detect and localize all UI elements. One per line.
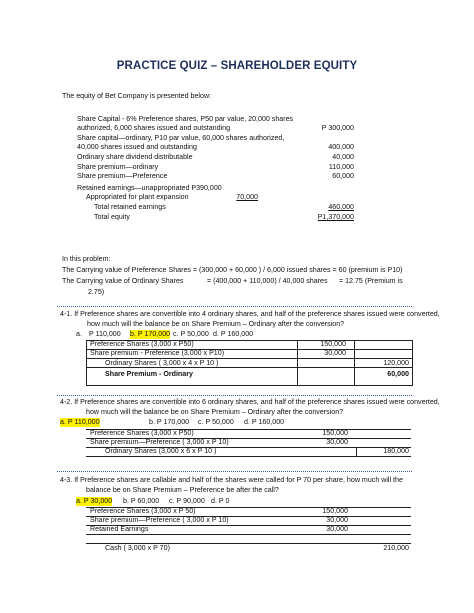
table-row-label: Preference Shares (3,000 x P50)	[90, 429, 194, 437]
credit-cell: 180,000	[383, 447, 409, 455]
option-d[interactable]: d. P 160,000	[213, 330, 254, 338]
equity-value: 40,000	[332, 153, 354, 161]
option-c[interactable]: c. P 50,000	[173, 330, 209, 338]
equity-line: Total retained earnings	[94, 203, 166, 211]
equity-line: Ordinary share dividend distributable	[77, 153, 193, 161]
option-a-answer[interactable]: a. P 110,000	[60, 418, 100, 426]
equity-value: 70,000	[236, 193, 258, 201]
page-title: PRACTICE QUIZ – SHAREHOLDER EQUITY	[116, 60, 358, 72]
problem-line: 2.75)	[88, 288, 105, 296]
divider	[57, 471, 412, 472]
question-text: 4-1. If Preference shares are convertible into 4 ordinary shares, and half of the preference shares issued were converted,	[60, 310, 440, 318]
question-text: how much will the balance be on Share Premium – Ordinary after the conversion?	[86, 408, 344, 416]
option-b[interactable]: b. P 60,000	[123, 497, 160, 505]
question-text: balance be on Share Premium – Preference be after the call?	[86, 486, 279, 494]
table-row-label: Share premium—Preference ( 3,000 x P 10)	[90, 516, 229, 524]
credit-cell: 210,000	[383, 544, 409, 552]
table-row-label: Cash ( 3,000 x P 70)	[105, 544, 170, 552]
table-row-label: Share premium—Preference ( 3,000 x P 10)	[90, 438, 229, 446]
equity-value: 460,000	[328, 203, 354, 211]
equity-line: Retained earnings—unappropriated P390,000	[77, 184, 222, 192]
question-text: how much will the balance be on Share Premium – Ordinary after the conversion?	[87, 320, 345, 328]
divider	[57, 395, 412, 396]
option-a-prefix: a.	[76, 330, 82, 338]
option-b-answer[interactable]: b. P 170,000	[130, 330, 171, 338]
divider	[57, 306, 412, 307]
equity-line: authorized, 6,000 shares issued and outstanding	[77, 124, 231, 132]
table-row-label: Ordinary Shares (3,000 x 6 x P 10 )	[105, 447, 217, 455]
table-row-label: Preference Shares (3,000 x P50)	[90, 340, 194, 348]
row-divider	[86, 534, 411, 535]
table-row-label: Preference Shares (3,000 x P 50)	[90, 507, 196, 515]
equity-line: Total equity	[94, 213, 130, 221]
option-d[interactable]: d. P 0	[211, 497, 230, 505]
option-c[interactable]: c. P 90,000	[169, 497, 205, 505]
problem-line: The Carrying value of Ordinary Shares	[62, 277, 184, 285]
debit-cell: 30,000	[326, 525, 348, 533]
equity-value: P 300,000	[321, 124, 354, 132]
problem-line: The Carrying value of Preference Shares = (300,000 + 60,000 ) / 6,000 issued shares = 60 (premium is P10)	[62, 266, 403, 274]
credit-cell: 60,000	[387, 370, 409, 378]
debit-cell: 150,000	[320, 340, 346, 348]
question-text: 4-3. If Preference shares are callable and half of the shares were called for P 70 per share, how much will the	[60, 476, 403, 484]
equity-line: Share Capital - 6% Preference shares, P50 par value, 20,000 shares	[77, 115, 294, 123]
option-a[interactable]: P 110,000	[89, 330, 121, 338]
credit-cell: 120,000	[383, 359, 409, 367]
column-divider	[356, 447, 357, 456]
debit-cell: 30,000	[324, 349, 346, 357]
row-divider	[86, 456, 411, 457]
equity-total: P1,370,000	[317, 213, 354, 221]
equity-value: 110,000	[328, 163, 354, 171]
option-d[interactable]: d. P 160,000	[244, 418, 285, 426]
equity-line: Share premium—Preference	[77, 172, 168, 180]
debit-cell: 30,000	[326, 438, 348, 446]
debit-cell: 150,000	[322, 507, 348, 515]
equity-line: Appropriated for plant expansion	[86, 193, 189, 201]
option-a-answer[interactable]: a. P 30,000	[76, 497, 113, 505]
problem-line: = 12.75 (Premium is	[339, 277, 403, 285]
problem-line: = (400,000 + 110,000) / 40,000 shares	[207, 277, 328, 285]
table-row-label: Retained Earnings	[90, 525, 149, 533]
equity-line: Share premium—ordinary	[77, 163, 159, 171]
question-text: 4-2. If Preference shares are convertible into 6 ordinary shares, and half of the preference shares issued were converted,	[60, 398, 440, 406]
table-row-label: Ordinary Shares ( 3,000 x 4 x P 10 )	[105, 359, 219, 367]
option-c[interactable]: c. P 50,000	[198, 418, 234, 426]
debit-cell: 150,000	[322, 429, 348, 437]
problem-heading: In this problem:	[62, 255, 111, 263]
table-row-label: Share premium - Preference (3,000 x P10)	[90, 349, 225, 357]
equity-value: 60,000	[332, 172, 354, 180]
intro-text: The equity of Bet Company is presented below:	[62, 92, 212, 100]
equity-line: Share capital—ordinary, P10 par value, 60,000 shares authorized,	[77, 134, 285, 142]
option-b[interactable]: b. P 170,000	[149, 418, 190, 426]
debit-cell: 30,000	[326, 516, 348, 524]
equity-value: 400,000	[328, 143, 354, 151]
equity-line: 40,000 shares issued and outstanding	[77, 143, 197, 151]
table-row-label: Share Premium - Ordinary	[105, 370, 193, 378]
